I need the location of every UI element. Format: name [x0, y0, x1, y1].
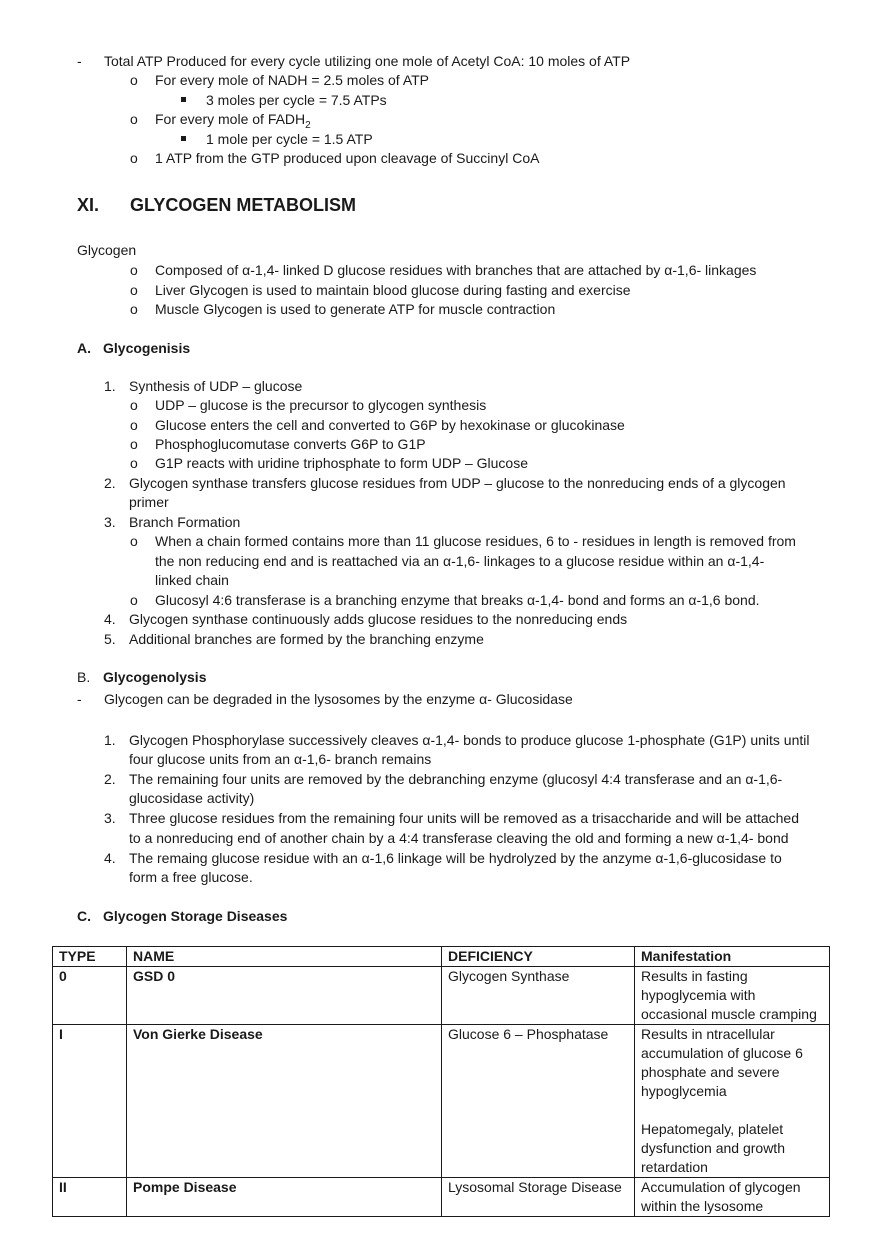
gsd-table: [52, 946, 830, 1217]
circle-bullet-icon: o: [130, 262, 138, 278]
cell-manifestation: Accumulation of glycogen within the lysosome: [635, 1178, 830, 1217]
list-subitem: When a chain formed contains more than 11 glucose residues, 6 to - residues in length is removed from: [155, 533, 796, 549]
circle-bullet-icon: o: [130, 592, 138, 608]
cell-deficiency: Glycogen Synthase: [442, 967, 635, 1025]
header-name: NAME: [127, 947, 442, 967]
list-item: Additional branches are formed by the branching enzyme: [129, 631, 484, 647]
cell-manifestation: Results in fasting hypoglycemia with occasional muscle cramping: [635, 967, 830, 1025]
list-subitem: Glucosyl 4:6 transferase is a branching enzyme that breaks α-1,4- bond and forms an α-1,6 bond.: [155, 592, 760, 608]
list-number: 5.: [104, 631, 116, 647]
cell-name: Von Gierke Disease: [127, 1025, 442, 1178]
list-subitem: Glucose enters the cell and converted to G6P by hexokinase or glucokinase: [155, 417, 625, 433]
circle-bullet-icon: o: [130, 111, 138, 127]
circle-bullet-icon: o: [130, 455, 138, 471]
list-item: Three glucose residues from the remaining four units will be removed as a trisaccharide and will be attached: [129, 810, 800, 826]
cell-name: GSD 0: [127, 967, 442, 1025]
glycogen-point: Muscle Glycogen is used to generate ATP for muscle contraction: [155, 301, 556, 317]
list-subitem: UDP – glucose is the precursor to glycogen synthesis: [155, 397, 487, 413]
dash-marker: -: [77, 691, 82, 707]
header-deficiency: DEFICIENCY: [442, 947, 635, 967]
circle-bullet-icon: o: [130, 72, 138, 88]
circle-bullet-icon: o: [130, 397, 138, 413]
list-number: 2.: [104, 475, 116, 491]
circle-bullet-icon: o: [130, 301, 138, 317]
list-number: 4.: [104, 611, 116, 627]
glycogenolysis-intro: Glycogen can be degraded in the lysosomes by the enzyme α- Glucosidase: [104, 691, 573, 707]
list-item: Branch Formation: [129, 514, 241, 530]
list-number: 2.: [104, 771, 116, 787]
section-number: XI.: [77, 195, 100, 215]
table-row: [53, 1025, 830, 1178]
table-row: [53, 1178, 830, 1217]
list-subitem-cont: the non reducing end and is reattached via an α-1,6- linkages to a glucose residue within an α-1,4-: [155, 553, 765, 569]
list-number: 3.: [104, 514, 116, 530]
subsection-letter: A.: [77, 340, 91, 356]
list-item-cont: to a nonreducing end of another chain by a 4:4 transferase cleaving the old and forming a new α-1,4- bond: [129, 830, 789, 846]
table-header-row: [53, 947, 830, 967]
table-row: [53, 967, 830, 1025]
header-manifestation: Manifestation: [635, 947, 830, 967]
glycogen-label: Glycogen: [77, 242, 137, 258]
nadh-sub-line: 3 moles per cycle = 7.5 ATPs: [206, 92, 387, 108]
glycogen-point: Liver Glycogen is used to maintain blood glucose during fasting and exercise: [155, 282, 631, 298]
fadh-sub-line: 1 mole per cycle = 1.5 ATP: [206, 131, 373, 147]
list-item: The remaining four units are removed by the debranching enzyme (glucosyl 4:4 transferase and an α-1,6-: [129, 771, 783, 787]
list-item-cont: glucosidase activity): [129, 790, 255, 806]
list-item: Synthesis of UDP – glucose: [129, 378, 303, 394]
list-subitem-cont: linked chain: [155, 572, 229, 588]
atp-total-line: Total ATP Produced for every cycle utilizing one mole of Acetyl CoA: 10 moles of ATP: [104, 53, 631, 69]
list-subitem: G1P reacts with uridine triphosphate to form UDP – Glucose: [155, 455, 528, 471]
glycogen-point: Composed of α-1,4- linked D glucose residues with branches that are attached by α-1,6- linkages: [155, 262, 757, 278]
square-bullet-icon: [181, 136, 186, 141]
cell-type: 0: [53, 967, 127, 1025]
list-number: 1.: [104, 732, 116, 748]
nadh-line: For every mole of NADH = 2.5 moles of ATP: [155, 72, 430, 88]
list-item: The remaing glucose residue with an α-1,6 linkage will be hydrolyzed by the anzyme α-1,6-glucosidase to: [129, 850, 782, 866]
list-number: 3.: [104, 810, 116, 826]
list-item-cont: form a free glucose.: [129, 869, 253, 885]
cell-deficiency: Glucose 6 – Phosphatase: [442, 1025, 635, 1178]
subsection-letter: B.: [77, 669, 91, 685]
header-type: TYPE: [53, 947, 127, 967]
dash-marker: -: [77, 53, 82, 69]
square-bullet-icon: [181, 97, 186, 102]
circle-bullet-icon: o: [130, 436, 138, 452]
fadh-line: For every mole of $FADH_2$: [155, 111, 311, 131]
section-title: GLYCOGEN METABOLISM: [130, 195, 357, 215]
subsection-title: Glycogen Storage Diseases: [103, 908, 288, 924]
list-item-cont: four glucose units from an α-1,6- branch remains: [129, 751, 432, 767]
list-number: 1.: [104, 378, 116, 394]
list-item: Glycogen synthase continuously adds glucose residues to the nonreducing ends: [129, 611, 628, 627]
cell-type: II: [53, 1178, 127, 1217]
list-item: Glycogen Phosphorylase successively cleaves α-1,4- bonds to produce glucose 1-phosphate (G1P) units until: [129, 732, 810, 748]
list-item-cont: primer: [129, 494, 169, 510]
circle-bullet-icon: o: [130, 417, 138, 433]
gtp-line: 1 ATP from the GTP produced upon cleavage of Succinyl CoA: [155, 150, 540, 166]
circle-bullet-icon: o: [130, 533, 138, 549]
cell-deficiency: Lysosomal Storage Disease: [442, 1178, 635, 1217]
circle-bullet-icon: o: [130, 282, 138, 298]
list-subitem: Phosphoglucomutase converts G6P to G1P: [155, 436, 426, 452]
subsection-title: Glycogenisis: [103, 340, 191, 356]
list-item: Glycogen synthase transfers glucose residues from UDP – glucose to the nonreducing ends of a glycogen: [129, 475, 786, 491]
subsection-letter: C.: [77, 908, 91, 924]
circle-bullet-icon: o: [130, 150, 138, 166]
cell-manifestation: Results in ntracellular accumulation of glucose 6 phosphate and severe hypoglycemia Hepatomegaly, platelet dysfunction and growth retardation: [635, 1025, 830, 1178]
cell-name: Pompe Disease: [127, 1178, 442, 1217]
subsection-title: Glycogenolysis: [103, 669, 207, 685]
cell-type: I: [53, 1025, 127, 1178]
list-number: 4.: [104, 850, 116, 866]
